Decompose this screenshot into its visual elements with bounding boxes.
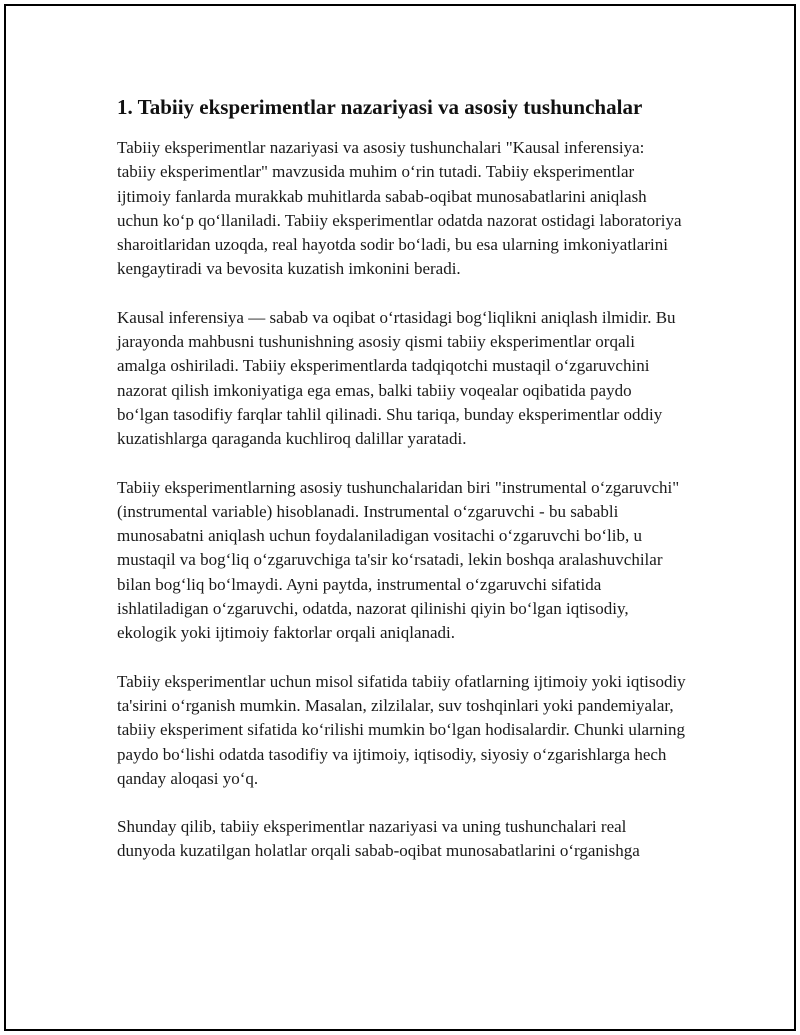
paragraph-5: Shunday qilib, tabiiy eksperimentlar nazariyasi va uning tushunchalari real dunyoda kuzatilgan holatlar orqali sabab-oqibat munosabatlarini o‘rganishga: [117, 817, 640, 861]
paragraph-3: Tabiiy eksperimentlarning asosiy tushunchalaridan biri "instrumental o‘zgaruvchi" (instrumental variable) hisoblanadi. Instrumental o‘zgaruvchi - bu sababli munosabatni aniqlash uchun foydalaniladigan vositachi o‘zgaruvchi bo‘lib, u mustaqil va bog‘liq o‘zgaruvchiga ta'sir ko‘rsatadi, lekin boshqa aralashuvchilar bilan bog‘liq bo‘lmaydi. Ayni paytda, instrumental o‘zgaruvchi sifatida ishlatiladigan o‘zgaruvchi, odatda, nazorat qilinishi qiyin bo‘lgan iqtisodiy, ekologik yoki ijtimoiy faktorlar orqali aniqlanadi.: [117, 477, 680, 643]
document-body: [117, 92, 687, 888]
paragraph-2: Kausal inferensiya — sabab va oqibat o‘rtasidagi bog‘liqlikni aniqlash ilmidir. Bu jarayonda mahbusni tushunishning asosiy qismi tabiiy eksperimentlar orqali amalga oshiriladi. Tabiiy eksperimentlarda tadqiqotchi mustaqil o‘zgaruvchini nazorat qilish imkoniyatiga ega emas, balki tabiiy voqealar oqibatida paydo bo‘lgan tasodifiy farqlar tahlil qilinadi. Shu tariqa, bunday eksperimentlar oddiy kuzatishlarga qaraganda kuchliroq dalillar yaratadi.: [117, 307, 676, 449]
paragraph-1: Tabiiy eksperimentlar nazariyasi va asosiy tushunchalari "Kausal inferensiya: tabiiy eksperimentlar" mavzusida muhim o‘rin tutadi. Tabiiy eksperimentlar ijtimoiy fanlarda murakkab muhitlarda sabab-oqibat munosabatlarini aniqlash uchun ko‘p qo‘llaniladi. Tabiiy eksperimentlar odatda nazorat ostidagi laboratoriya sharoitlaridan uzoqda, real hayotda sodir bo‘ladi, bu esa ularning imkoniyatlarini kengaytiradi va bevosita kuzatish imkonini beradi.: [117, 138, 682, 279]
section-heading: 1. Tabiiy eksperimentlar nazariyasi va asosiy tushunchalar: [117, 95, 643, 119]
paragraph-4: Tabiiy eksperimentlar uchun misol sifatida tabiiy ofatlarning ijtimoiy yoki iqtisodiy ta'sirini o‘rganish mumkin. Masalan, zilzilalar, suv toshqinlari yoki pandemiyalar, tabiiy eksperiment sifatida ko‘rilishi mumkin bo‘lgan hodisalardir. Chunki ularning paydo bo‘lishi odatda tasodifiy va ijtimoiy, iqtisodiy, siyosiy o‘zgarishlarga hech qanday aloqasi yo‘q.: [117, 671, 686, 788]
